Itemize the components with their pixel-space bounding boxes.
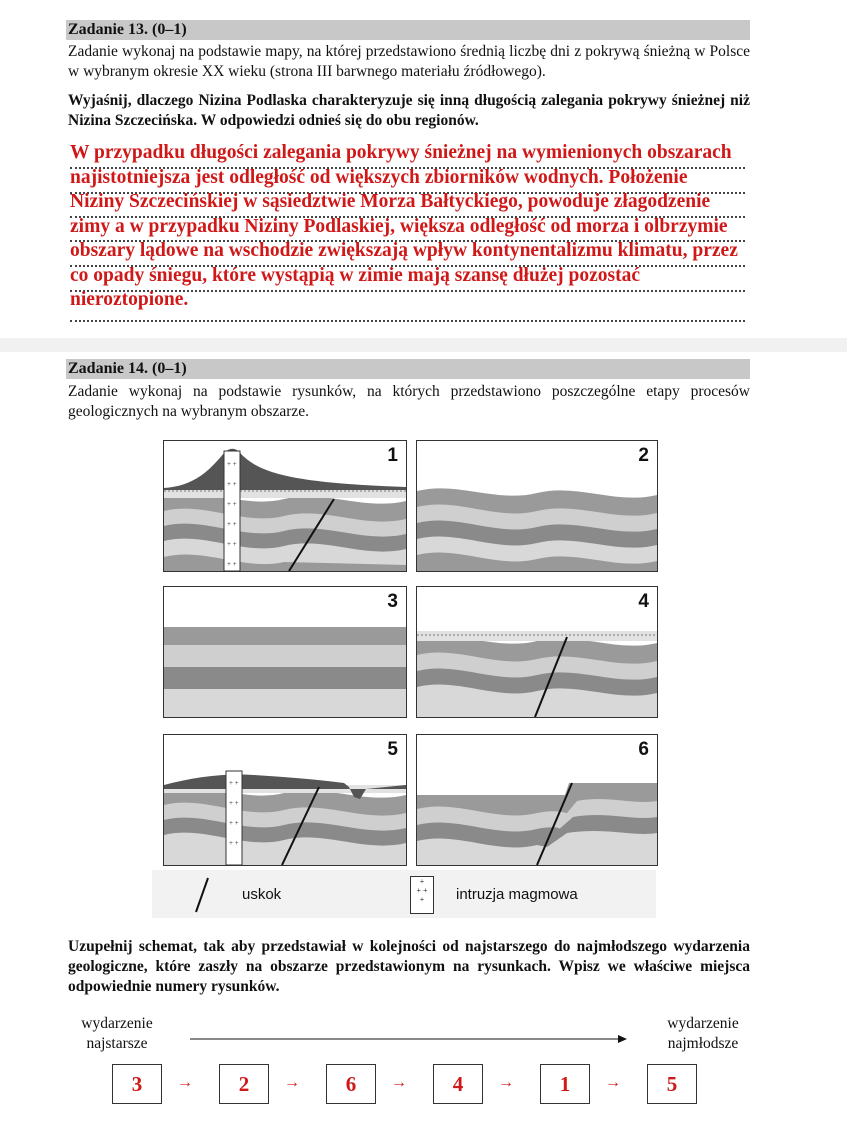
sequence-arrow: → xyxy=(391,1074,407,1091)
timeline-arrow xyxy=(190,1032,630,1046)
figure-panel-3 xyxy=(163,586,407,718)
page-separator xyxy=(0,338,847,352)
task-14-intro: Zadanie wykonaj na podstawie rysunków, na których przedstawiono poszczególne etapy procesów geologicznych na wybranym obszarze. xyxy=(68,383,750,420)
fault-symbol-icon xyxy=(192,876,212,914)
sequence-arrow: → xyxy=(605,1074,621,1091)
answer-text-line: zimy a w przypadku Niziny Podlaskiej, większa odległość od morza i olbrzymie xyxy=(70,215,728,237)
figure-panel-2 xyxy=(416,440,658,572)
task-14-instruction: Uzupełnij schemat, tak aby przedstawiał w kolejności od najstarszego do najmłodszego wydarzenia geologiczne, które zaszły na obszarze przedstawionym na rysunkach. Wpisz we właściwe miejsca odpowiednie numery rysunków. xyxy=(68,938,750,995)
task-14-header: Zadanie 14. (0–1) xyxy=(66,359,750,379)
svg-text:+ +: + + xyxy=(229,819,239,827)
handwritten-answer xyxy=(70,141,825,313)
svg-text:+ +: + + xyxy=(227,560,237,568)
legend-fault-label: uskok xyxy=(242,886,282,903)
figure-panel-6 xyxy=(416,734,658,866)
task-13-question: Wyjaśnij, dlaczego Nizina Podlaska charakteryzuje się inną długością zalegania pokrywy śnieżnej niż Nizina Szczecińska. W odpowiedzi odnieś się do obu regionów. xyxy=(68,92,750,129)
task-13-header: Zadanie 13. (0–1) xyxy=(66,20,750,40)
sequence-box-1[interactable]: 3 xyxy=(112,1064,162,1104)
oldest-label-line: najstarsze xyxy=(86,1035,148,1052)
oldest-label-line: wydarzenie xyxy=(81,1015,153,1032)
youngest-event-label xyxy=(648,1014,758,1054)
sequence-box-2[interactable]: 2 xyxy=(219,1064,269,1104)
answer-line xyxy=(70,320,745,322)
answer-text-line: najistotniejsza jest odległość od większych zbiorników wodnych. Położenie xyxy=(70,166,688,188)
svg-text:+ +: + + xyxy=(227,520,237,528)
figure-panel-1 xyxy=(163,440,407,572)
svg-text:+ +: + + xyxy=(227,480,237,488)
sequence-arrow: → xyxy=(498,1074,514,1091)
svg-text:+ +: + + xyxy=(227,540,237,548)
panel-number: 4 xyxy=(638,591,649,612)
panel-number: 1 xyxy=(387,445,398,466)
panel-number: 2 xyxy=(638,445,649,466)
legend-intrusion-label: intruzja magmowa xyxy=(456,886,578,903)
sequence-box-6[interactable]: 5 xyxy=(647,1064,697,1104)
svg-text:+ +: + + xyxy=(227,460,237,468)
panel-number: 3 xyxy=(387,591,398,612)
svg-text:+ +: + + xyxy=(229,799,239,807)
svg-text:+ +: + + xyxy=(229,779,239,787)
svg-text:+ +: + + xyxy=(227,500,237,508)
sequence-box-3[interactable]: 6 xyxy=(326,1064,376,1104)
youngest-label-line: najmłodsze xyxy=(667,1035,739,1052)
oldest-event-label xyxy=(62,1014,172,1054)
panel-number: 5 xyxy=(387,739,398,760)
answer-text-line: co opady śniegu, które wystąpią w zimie mają szansę dłużej pozostać xyxy=(70,264,640,286)
sequence-box-5[interactable]: 1 xyxy=(540,1064,590,1104)
answer-text-line: nieroztopione. xyxy=(70,289,189,310)
figure-legend xyxy=(152,870,656,918)
answer-text-line: obszary lądowe na wschodzie zwiększają wpływ kontynentalizmu klimatu, przez xyxy=(70,240,738,261)
sequence-box-4[interactable]: 4 xyxy=(433,1064,483,1104)
figure-panel-5 xyxy=(163,734,407,866)
task-13-intro: Zadanie wykonaj na podstawie mapy, na której przedstawiono średnią liczbę dni z pokrywą śnieżną w Polsce w wybranym okresie XX wieku (strona III barwnego materiału źródłowego). xyxy=(68,43,750,80)
panel-number: 6 xyxy=(638,739,649,760)
sequence-arrow: → xyxy=(284,1074,300,1091)
intrusion-symbol-icon: + + + + xyxy=(410,876,434,914)
sequence-arrow: → xyxy=(177,1074,193,1091)
answer-text-line: Niziny Szczecińskiej w sąsiedztwie Morza Bałtyckiego, powoduje złagodzenie xyxy=(70,191,711,212)
youngest-label-line: wydarzenie xyxy=(667,1015,739,1032)
figure-panel-4 xyxy=(416,586,658,718)
svg-text:+ +: + + xyxy=(229,839,239,847)
answer-text-line: W przypadku długości zalegania pokrywy śnieżnej na wymienionych obszarach xyxy=(70,142,732,163)
